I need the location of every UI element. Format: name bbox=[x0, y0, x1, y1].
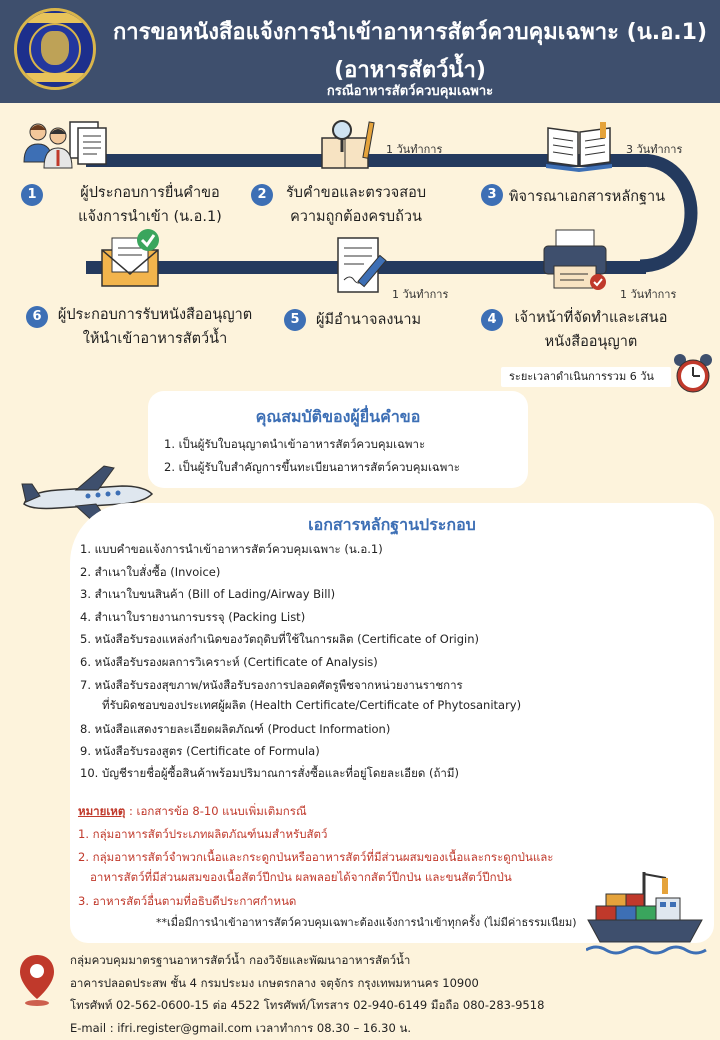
document-item: 10. บัญชีรายชื่อผู้ซื้อสินค้าพร้อมปริมาณการสั่งซื้อและที่อยู่โดยละเอียด (ถ้ามี) bbox=[80, 766, 459, 780]
document-item: 9. หนังสือรับรองสูตร (Certificate of Formula) bbox=[80, 744, 320, 758]
sign-document-icon bbox=[334, 234, 398, 296]
step-4-text: เจ้าหน้าที่จัดทำและเสนอ หนังสืออนุญาต bbox=[514, 310, 668, 350]
note-item: 3. อาหารสัตว์อื่นตามที่อธิบดีประกาศกำหนด bbox=[78, 894, 297, 908]
document-item: 8. หนังสือแสดงรายละเอียดผลิตภัณฑ์ (Product Information) bbox=[80, 722, 391, 736]
process-road-curve bbox=[600, 154, 710, 278]
document-item: 4. สำเนาใบรายงานการบรรจุ (Packing List) bbox=[80, 610, 306, 624]
qualification-item: 2. เป็นผู้รับใบสำคัญการขึ้นทะเบียนอาหารสัตว์ควบคุมเฉพาะ bbox=[164, 460, 460, 474]
documents-title: เอกสารหลักฐานประกอบ bbox=[308, 515, 476, 534]
header-banner bbox=[0, 0, 720, 103]
step-6-number: 6 bbox=[26, 306, 48, 328]
document-item: ที่รับผิดชอบของประเทศผู้ผลิต (Health Certificate/Certificate of Phytosanitary) bbox=[102, 698, 522, 712]
step-5-number: 5 bbox=[284, 309, 306, 331]
footer-address: อาคารปลอดประสพ ชั้น 4 กรมประมง เกษตรกลาง จตุจักร กรุงเทพมหานคร 10900 bbox=[70, 976, 479, 990]
document-item: 1. แบบคำขอแจ้งการนำเข้าอาหารสัตว์ควบคุมเฉพาะ (น.อ.1) bbox=[80, 542, 383, 556]
step-2-duration: 1 วันทำการ bbox=[386, 143, 443, 156]
step-2-number: 2 bbox=[251, 184, 273, 206]
step-2-text: รับคำขอและตรวจสอบ ความถูกต้องครบถ้วน bbox=[285, 185, 427, 225]
step-1-text: ผู้ประกอบการยื่นคำขอ แจ้งการนำเข้า (น.อ.1) bbox=[78, 185, 222, 225]
step-1-number: 1 bbox=[21, 184, 43, 206]
page-subtitle: กรณีอาหารสัตว์ควบคุมเฉพาะ bbox=[326, 84, 494, 99]
note-heading: หมายเหตุ : เอกสารข้อ 8-10 แนบเพิ่มเติมกรณี bbox=[78, 804, 307, 818]
page-title: การขอหนังสือแจ้งการนำเข้าอาหารสัตว์ควบคุมเฉพาะ (น.อ.1) bbox=[112, 20, 708, 45]
open-book-icon bbox=[544, 120, 614, 172]
step-3-duration: 3 วันทำการ bbox=[626, 143, 683, 156]
footer-phone: โทรศัพท์ 02-562-0600-15 ต่อ 4522 โทรศัพท์/โทรสาร 02-940-6149 มือถือ 080-283-9518 bbox=[70, 998, 545, 1012]
document-item: 5. หนังสือรับรองแหล่งกำเนิดของวัตถุดิบที่ใช้ในการผลิต (Certificate of Origin) bbox=[80, 632, 480, 646]
approved-envelope-icon bbox=[98, 228, 166, 290]
note-item: 1. กลุ่มอาหารสัตว์ประเภทผลิตภัณฑ์นมสำหรับสัตว์ bbox=[78, 827, 328, 841]
review-document-icon bbox=[316, 118, 378, 172]
note-item: อาหารสัตว์ที่มีส่วนผสมของเนื้อสัตว์ปีกป่น ผลพลอยได้จากสัตว์ปีกป่น และขนสัตว์ปีกป่น bbox=[90, 870, 512, 884]
qualification-item: 1. เป็นผู้รับใบอนุญาตนำเข้าอาหารสัตว์ควบคุมเฉพาะ bbox=[164, 437, 426, 451]
step-3-number: 3 bbox=[481, 184, 503, 206]
document-item: 2. สำเนาใบสั่งซื้อ (Invoice) bbox=[80, 565, 221, 579]
fee-footnote: **เมื่อมีการนำเข้าอาหารสัตว์ควบคุมเฉพาะต้องแจ้งการนำเข้าทุกครั้ง (ไม่มีค่าธรรมเนียม) bbox=[156, 916, 577, 929]
document-item: 7. หนังสือรับรองสุขภาพ/หนังสือรับรองการปลอดศัตรูพืชจากหน่วยงานราชการ bbox=[80, 678, 463, 692]
cargo-ship-icon bbox=[586, 868, 716, 960]
footer-org-name: กลุ่มควบคุมมาตรฐานอาหารสัตว์น้ำ กองวิจัยและพัฒนาอาหารสัตว์น้ำ bbox=[70, 953, 411, 967]
location-pin-icon bbox=[18, 953, 56, 1007]
note-item: 2. กลุ่มอาหารสัตว์จำพวกเนื้อและกระดูกป่นหรืออาหารสัตว์ที่มีส่วนผสมของเนื้อและกระดูกป่นและ bbox=[78, 850, 554, 864]
step-3-text: พิจารณาเอกสารหลักฐาน bbox=[509, 189, 666, 205]
applicants-icon bbox=[22, 118, 110, 172]
printer-icon bbox=[540, 228, 610, 292]
step-5-text: ผู้มีอำนาจลงนาม bbox=[316, 312, 422, 328]
qualifications-title: คุณสมบัติของผู้ยื่นคำขอ bbox=[255, 407, 421, 426]
step-4-duration: 1 วันทำการ bbox=[620, 288, 677, 301]
document-item: 3. สำเนาใบขนสินค้า (Bill of Lading/Airway Bill) bbox=[80, 587, 336, 601]
department-seal-logo bbox=[14, 8, 96, 90]
total-processing-time: ระยะเวลาดำเนินการรวม 6 วัน bbox=[501, 367, 671, 387]
step-5-duration: 1 วันทำการ bbox=[392, 288, 449, 301]
alarm-clock-icon bbox=[672, 352, 714, 396]
footer-email-hours: E-mail : ifri.register@gmail.com เวลาทำการ 08.30 – 16.30 น. bbox=[70, 1021, 411, 1035]
qualifications-card bbox=[148, 391, 528, 488]
step-6-text: ผู้ประกอบการรับหนังสืออนุญาต ให้นำเข้าอาหารสัตว์น้ำ bbox=[57, 307, 253, 347]
step-4-number: 4 bbox=[481, 309, 503, 331]
document-item: 6. หนังสือรับรองผลการวิเคราะห์ (Certificate of Analysis) bbox=[80, 655, 378, 669]
page-title-line2: (อาหารสัตว์น้ำ) bbox=[334, 58, 486, 83]
